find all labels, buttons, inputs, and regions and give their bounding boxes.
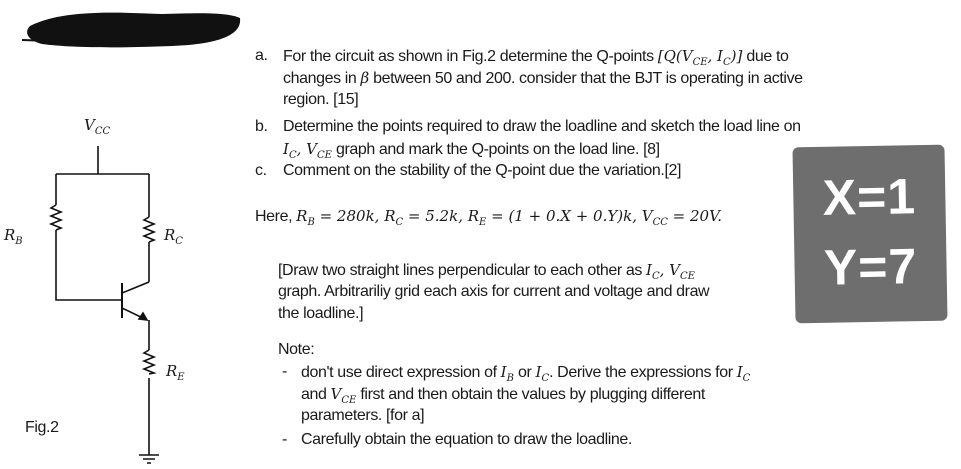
question-a-line — [283, 68, 803, 89]
math-segment: = 280k, $R_C$ — [314, 207, 404, 228]
given-values — [255, 206, 722, 233]
question-b-line — [283, 117, 801, 137]
math-segment: = 5.2k, $R_E$ — [403, 207, 487, 228]
rb-resistor — [51, 205, 61, 230]
text-segment: changes in — [283, 70, 361, 87]
math-segment: $I_C$ — [283, 140, 297, 161]
text-segment: parameters. [for a] — [301, 407, 425, 424]
text-segment: and — [301, 386, 331, 403]
math-subscript: B — [15, 236, 23, 247]
math-subscript: C — [175, 236, 183, 247]
math-subscript: C — [395, 217, 404, 228]
question-c-marker: c. — [255, 162, 267, 179]
ground-symbol — [139, 455, 159, 463]
math-subscript: E — [479, 217, 487, 228]
text-segment: region. [15] — [283, 91, 359, 108]
instruction-line — [278, 304, 363, 324]
rb-wire — [56, 174, 122, 300]
math-subscript: C — [742, 373, 751, 384]
vcc-label — [84, 116, 110, 137]
transistor-collector — [122, 282, 149, 293]
math-subscript: CC — [652, 217, 668, 228]
math-segment: β — [360, 69, 370, 87]
math-subscript: B — [506, 373, 514, 384]
text-segment: between 50 and 200. consider that the BJT is operating in active — [369, 70, 803, 87]
note-dash: - — [282, 431, 287, 448]
math-segment: [$Q(V_{CE}$ — [657, 47, 708, 68]
math-segment: $R_B$ — [296, 207, 315, 228]
question-a-line — [283, 90, 358, 110]
xy-values-box — [792, 145, 947, 324]
emitter-arrow — [139, 313, 147, 320]
math-segment: $R_E$ — [166, 362, 185, 383]
text-segment: first and then obtain the values by plugging different — [356, 386, 705, 403]
text-segment: don't use direct expression of — [301, 364, 501, 381]
note-dash: - — [282, 363, 287, 380]
text-segment: . Derive the expressions for — [549, 364, 737, 381]
math-subscript: C — [288, 150, 297, 161]
math-subscript: CE — [692, 57, 708, 68]
math-segment: $R_C$ — [164, 226, 183, 247]
math-subscript: E — [177, 372, 185, 383]
rc-resistor — [144, 217, 154, 242]
math-segment: = (1 + 0.X + 0.Y)k, $V_{CC}$ — [486, 207, 668, 228]
math-segment: , $V_{CE}$ — [296, 140, 332, 161]
math-segment: $I_B$ — [500, 363, 514, 384]
math-segment: $V_{CE}$ — [330, 385, 357, 406]
math-subscript: B — [307, 217, 315, 228]
math-segment: $R_B$ — [4, 226, 23, 247]
vcc-wire — [56, 146, 149, 174]
math-segment: , $V_{CE}$ — [659, 261, 695, 282]
text-segment: graph. Arbitrariliy grid each axis for current and voltage and draw — [278, 283, 710, 300]
text-segment: Note: — [278, 341, 315, 358]
text-segment: Determine the points required to draw the loadline and sketch the load line on — [283, 118, 801, 135]
text-segment: or — [513, 364, 536, 381]
note-item — [301, 406, 424, 426]
text-segment: graph and mark the Q-points on the load line. [8] — [331, 141, 660, 158]
text-segment: due to — [742, 48, 789, 65]
rc-label — [164, 226, 183, 247]
math-subscript: CE — [316, 150, 332, 161]
text-segment: For the circuit as shown in Fig.2 determine the Q-points — [283, 48, 658, 65]
y-value: Y=7 — [823, 238, 918, 296]
math-subscript: C — [651, 271, 660, 282]
figure-caption: Fig.2 — [25, 419, 59, 436]
text-segment: Here, — [255, 208, 297, 225]
question-b-marker: b. — [255, 118, 268, 135]
re-label — [166, 362, 185, 383]
circuit-diagram — [0, 0, 240, 469]
note-title — [278, 340, 314, 360]
math-segment: $V_{CC}$ — [84, 116, 111, 137]
rb-label — [4, 226, 23, 247]
math-segment: )] — [730, 47, 743, 65]
math-subscript: CE — [680, 271, 695, 282]
text-segment: the loadline.] — [278, 305, 364, 322]
math-segment: = 20V. — [667, 207, 723, 225]
question-a-marker: a. — [255, 47, 268, 64]
math-segment: , $I_C$ — [707, 47, 731, 68]
text-segment: Carefully obtain the equation to draw the loadline. — [301, 431, 632, 448]
math-subscript: CC — [94, 126, 111, 137]
math-segment: $I_C$ — [646, 261, 660, 282]
text-segment: Comment on the stability of the Q-point due the variation.[2] — [283, 162, 682, 179]
math-subscript: C — [541, 373, 550, 384]
math-subscript: CE — [341, 395, 357, 406]
instruction-line — [278, 282, 709, 302]
question-c-line — [283, 161, 681, 181]
math-segment: $I_C$ — [736, 363, 751, 384]
math-segment: $I_C$ — [535, 363, 550, 384]
x-value: X=1 — [822, 168, 917, 226]
note-item — [301, 430, 632, 450]
text-segment: [Draw two straight lines perpendicular to each other as — [278, 262, 647, 279]
re-resistor — [144, 350, 154, 374]
math-subscript: C — [722, 57, 731, 68]
